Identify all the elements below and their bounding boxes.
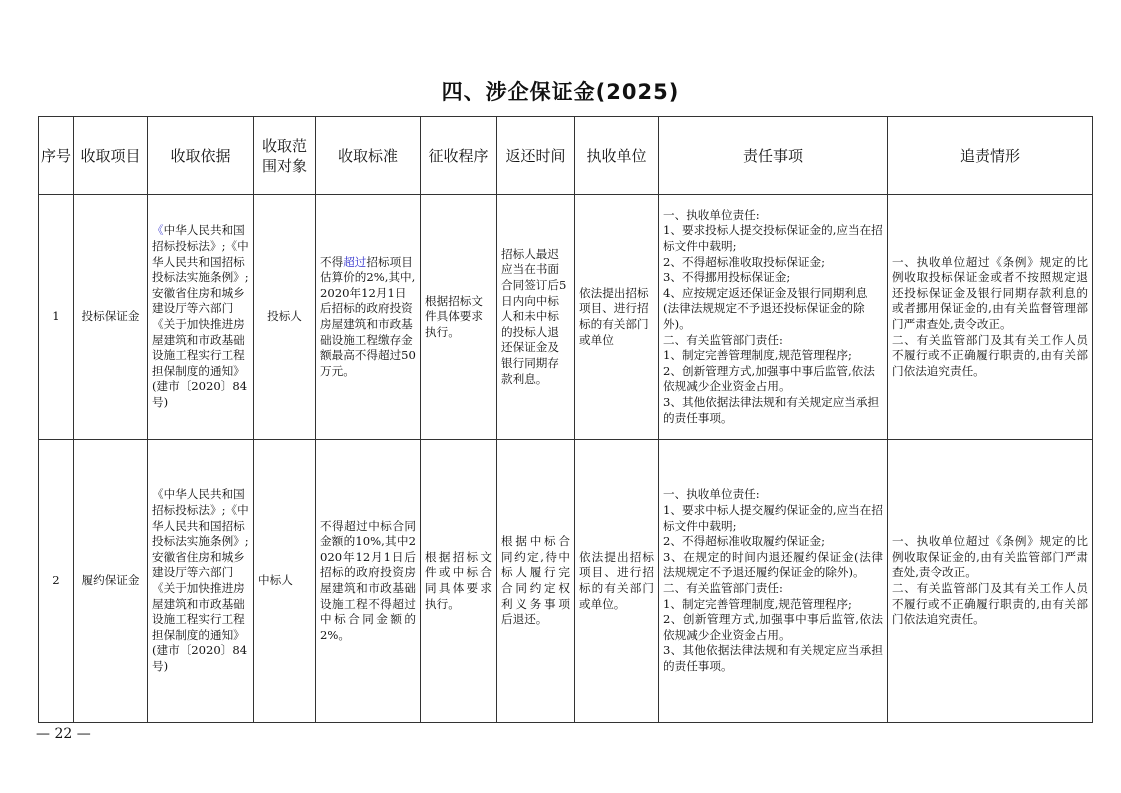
duty-line: 2、不得超标准收取履约保证金; — [663, 534, 826, 549]
fee-procedure: 根据招标文件或中标合同具体要求执行。 — [421, 440, 497, 723]
duty-line: 3、在规定的时间内退还履约保证金(法律法规规定不予退还履约保证金的除外)。 — [663, 549, 883, 580]
header-cell: 责任事项 — [659, 117, 888, 195]
fee-procedure: 根据招标文件具体要求执行。 — [421, 195, 497, 440]
fee-item: 投标保证金 — [74, 195, 148, 440]
header-cell: 返还时间 — [497, 117, 575, 195]
standard-text: 招标项目估算价的2%,其中,2020年12月1日后招标的政府投资房屋建筑和市政基础设施工程缴存金额最高不得超过50万元。 — [320, 254, 416, 378]
accountability-line: 二、有关监管部门及其有关工作人员不履行或不正确履行职责的,由有关部门依法追究责任。 — [892, 581, 1088, 627]
header-cell: 收取项目 — [74, 117, 148, 195]
accountability-list — [888, 440, 1093, 723]
table-header-row — [39, 117, 1093, 195]
collecting-unit: 依法提出招标项目、进行招标的有关部门或单位 — [575, 195, 659, 440]
collecting-unit: 依法提出招标项目、进行招标的有关部门或单位。 — [575, 440, 659, 723]
duty-line: 1、要求投标人提交投标保证金的,应当在招标文件中载明; — [663, 223, 883, 254]
duty-line: 4、应按规定返还保证金及银行同期利息(法律法规规定不予退还投标保证金的除外)。 — [663, 285, 868, 331]
fee-item: 履约保证金 — [74, 440, 148, 723]
row-number: 2 — [39, 440, 74, 723]
header-cell: 追责情形 — [888, 117, 1093, 195]
header-cell: 收取范围对象 — [254, 117, 316, 195]
header-cell: 收取标准 — [316, 117, 421, 195]
duty-line: 3、其他依据法律法规和有关规定应当承担的责任事项。 — [663, 643, 883, 673]
duty-line: 2、创新管理方式,加强事中事后监管,依法依规减少企业资金占用。 — [663, 612, 883, 642]
fee-standard — [316, 195, 421, 440]
duty-line: 1、要求中标人提交履约保证金的,应当在招标文件中载明; — [663, 503, 883, 533]
fee-basis: 《中华人民共和国招标投标法》;《中华人民共和国招标投标法实施条例》;安徽省住房和城乡建设厅等六部门《关于加快推进房屋建筑和市政基础设施工程实行工程担保制度的通知》(建市〔2020〕84号) — [148, 440, 254, 723]
basis-quote-mark: 《 — [152, 223, 164, 238]
fee-basis — [148, 195, 254, 440]
standard-highlight: 超过 — [343, 254, 367, 269]
accountability-line: 一、执收单位超过《条例》规定的比例收取投标保证金或者不按照规定退还投标保证金及银行同期存款利息的或者挪用保证金的,由有关监督管理部门严肃查处,责令改正。 — [892, 254, 1088, 331]
standard-text: 不得 — [320, 254, 344, 269]
duty-line: 1、制定完善管理制度,规范管理程序; — [663, 596, 852, 611]
table-row — [39, 195, 1093, 440]
return-time: 招标人最迟应当在书面合同签订后5日内向中标人和未中标的投标人退还保证金及银行同期存款利息。 — [497, 195, 575, 440]
fee-scope: 中标人 — [254, 440, 316, 723]
fee-table — [38, 116, 1093, 723]
header-cell: 执收单位 — [575, 117, 659, 195]
duty-line: 3、其他依据法律法规和有关规定应当承担的责任事项。 — [663, 394, 880, 425]
accountability-line: 一、执收单位超过《条例》规定的比例收取保证金的,由有关监管部门严肃查处,责令改正。 — [892, 534, 1088, 580]
fee-scope: 投标人 — [254, 195, 316, 440]
header-cell: 征收程序 — [421, 117, 497, 195]
duty-line: 3、不得挪用投标保证金; — [663, 270, 791, 285]
header-cell: 序号 — [39, 117, 74, 195]
duty-list — [659, 195, 888, 440]
duty-list — [659, 440, 888, 723]
basis-text: 中华人民共和国招标投标法》;《中华人民共和国招标投标法实施条例》;安徽省住房和城乡建设厅等六部门《关于加快推进房屋建筑和市政基础设施工程实行工程担保制度的通知》(建市〔2020〕84号) — [152, 223, 249, 409]
duty-line: 2、创新管理方式,加强事中事后监管,依法依规减少企业资金占用。 — [663, 363, 875, 394]
fee-standard: 不得超过中标合同金额的10%,其中2020年12月1日后招标的政府投资房屋建筑和市政基础设施工程不得超过中标合同金额的2%。 — [316, 440, 421, 723]
return-time: 根据中标合同约定,待中标人履行完合同约定权利义务事项后退还。 — [497, 440, 575, 723]
duty-line: 2、不得超标准收取投标保证金; — [663, 254, 826, 269]
duty-line: 1、制定完善管理制度,规范管理程序; — [663, 348, 852, 363]
table-row — [39, 440, 1093, 723]
duty-line: 二、有关监管部门责任: — [663, 581, 783, 595]
page-number: — 22 — — [36, 726, 91, 742]
duty-line: 一、执收单位责任: — [663, 207, 760, 222]
duty-line: 二、有关监管部门责任: — [663, 332, 783, 347]
accountability-list — [888, 195, 1093, 440]
header-cell: 收取依据 — [148, 117, 254, 195]
duty-line: 一、执收单位责任: — [663, 487, 760, 502]
page-title: 四、涉企保证金(2025) — [441, 80, 680, 104]
accountability-line: 二、有关监管部门及其有关工作人员不履行或不正确履行职责的,由有关部门依法追究责任。 — [892, 332, 1088, 378]
row-number: 1 — [39, 195, 74, 440]
